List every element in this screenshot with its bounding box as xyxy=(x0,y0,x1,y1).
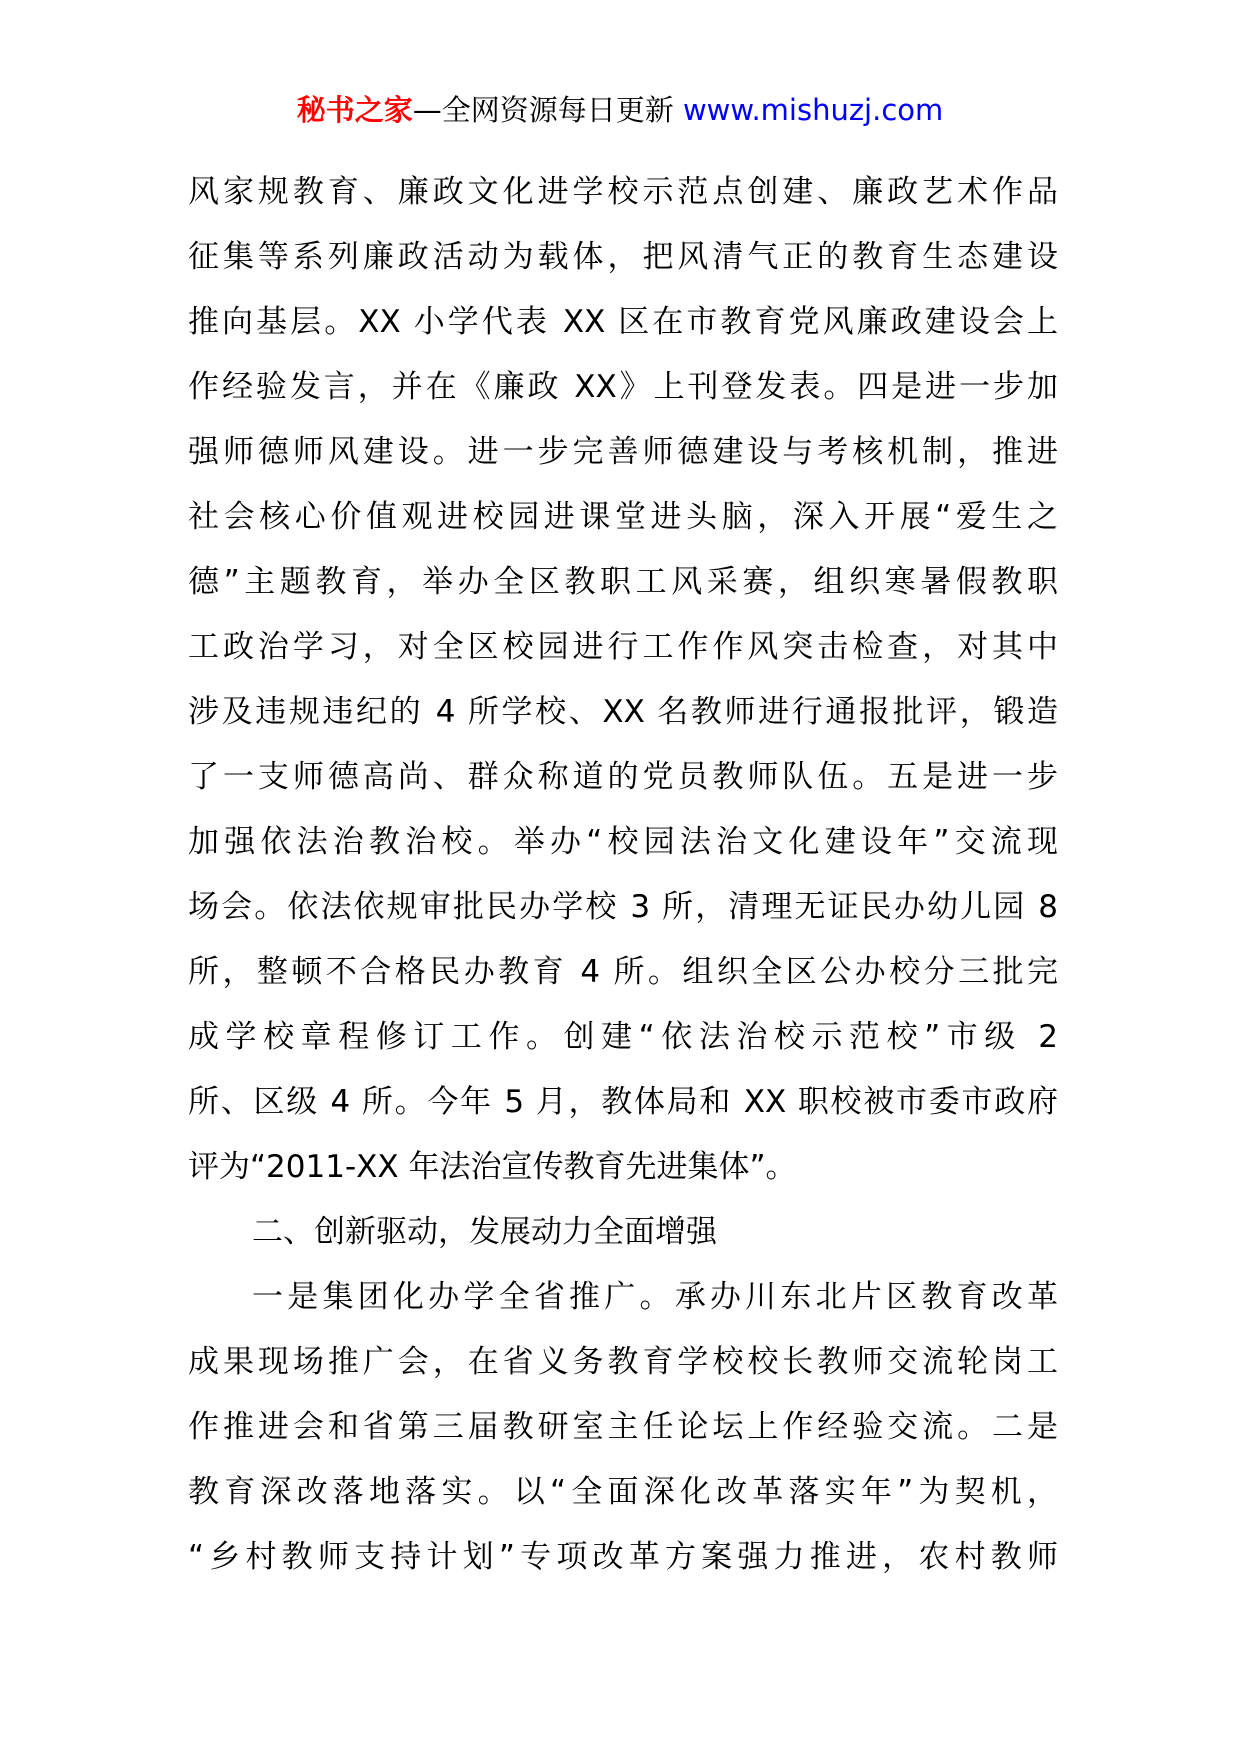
body-line: 评为“2011-XX 年法治宣传教育先进集体”。 xyxy=(188,1149,797,1185)
body-line: 场会。依法依规审批民办学校 3 所，清理无证民办幼儿园 8 xyxy=(188,889,1058,925)
body-line: 所、区级 4 所。今年 5 月，教体局和 XX 职校被市委市政府 xyxy=(188,1084,1058,1120)
body-line: 社会核心价值观进校园进课堂进头脑，深入开展“爱生之 xyxy=(188,499,1058,535)
body-line: 涉及违规违纪的 4 所学校、XX 名教师进行通报批评，锻造 xyxy=(188,694,1058,730)
body-line: 风家规教育、廉政文化进学校示范点创建、廉政艺术作品 xyxy=(188,174,1058,210)
body-line: 教育深改落地落实。以“全面深化改革落实年”为契机， xyxy=(188,1474,1058,1510)
body-line: 加强依法治教治校。举办“校园法治文化建设年”交流现 xyxy=(188,824,1058,860)
document-body xyxy=(188,160,1058,1590)
body-line: 所，整顿不合格民办教育 4 所。组织全区公办校分三批完 xyxy=(188,954,1058,990)
body-line: 作推进会和省第三届教研室主任论坛上作经验交流。二是 xyxy=(188,1409,1058,1445)
body-line: 成果现场推广会，在省义务教育学校校长教师交流轮岗工 xyxy=(188,1344,1058,1380)
body-line: 成学校章程修订工作。创建“依法治校示范校”市级 2 xyxy=(188,1019,1058,1055)
body-line: 作经验发言，并在《廉政 XX》上刊登发表。四是进一步加 xyxy=(188,369,1058,405)
body-line: 一是集团化办学全省推广。承办川东北片区教育改革 xyxy=(252,1279,1058,1315)
site-brand: 秘书之家 xyxy=(296,93,413,127)
body-line: 征集等系列廉政活动为载体，把风清气正的教育生态建设 xyxy=(188,239,1058,275)
body-line: 德”主题教育，举办全区教职工风采赛，组织寒暑假教职 xyxy=(188,564,1058,600)
site-url-link[interactable]: www.mishuzj.com xyxy=(682,93,944,127)
site-tagline: —全网资源每日更新 xyxy=(412,93,674,127)
body-line: 了一支师德高尚、群众称道的党员教师队伍。五是进一步 xyxy=(188,759,1058,795)
body-line: 推向基层。XX 小学代表 XX 区在市教育党风廉政建设会上 xyxy=(188,304,1058,340)
body-line: 工政治学习，对全区校园进行工作作风突击检查，对其中 xyxy=(188,629,1058,665)
body-line: 强师德师风建设。进一步完善师德建设与考核机制，推进 xyxy=(188,434,1058,470)
body-line: “乡村教师支持计划”专项改革方案强力推进，农村教师 xyxy=(188,1539,1058,1575)
section-heading: 二、创新驱动，发展动力全面增强 xyxy=(252,1214,717,1250)
site-header xyxy=(0,92,1240,128)
